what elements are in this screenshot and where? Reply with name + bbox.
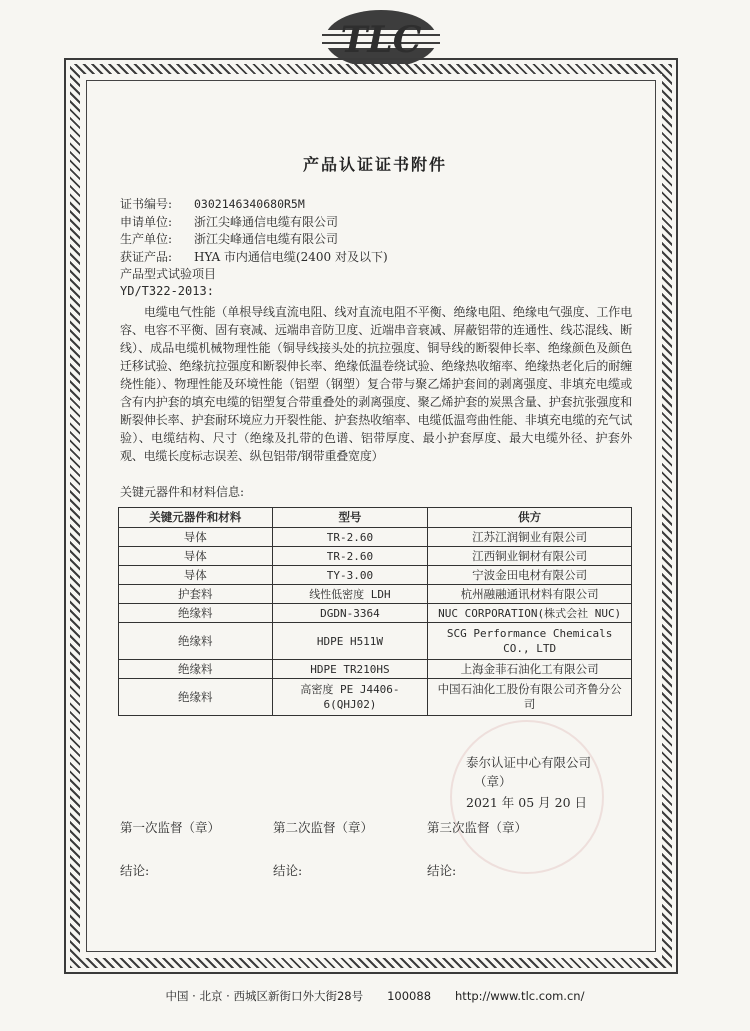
info-row-product (120, 249, 388, 267)
table-row (119, 660, 632, 679)
table-row (119, 623, 632, 660)
info-label: 获证产品: (120, 249, 173, 264)
table-cell: TY-3.00 (272, 566, 428, 585)
table-cell: 杭州融融通讯材料有限公司 (428, 585, 632, 604)
table-row (119, 679, 632, 716)
footer (0, 988, 750, 1004)
info-row-applicant (120, 214, 388, 232)
table-cell: 上海金菲石油化工有限公司 (428, 660, 632, 679)
info-value: 浙江尖峰通信电缆有限公司 (194, 232, 339, 246)
first-supervision-label: 第一次监督（章） (120, 820, 221, 835)
test-items-label: 产品型式试验项目 (120, 267, 217, 281)
table-cell: 江西铜业铜材有限公司 (428, 547, 632, 566)
table-header: 关键元器件和材料 (119, 508, 273, 528)
key-components-label: 关键元器件和材料信息: (120, 485, 245, 499)
table-cell: 绝缘料 (119, 623, 273, 660)
table-cell: 导体 (119, 528, 273, 547)
table-row (119, 547, 632, 566)
info-label: 申请单位: (120, 214, 173, 229)
table-cell: 绝缘料 (119, 679, 273, 716)
second-supervision-label: 第二次监督（章） (273, 820, 374, 835)
table-cell: 宁波金田电材有限公司 (428, 566, 632, 585)
certificate-info (120, 196, 388, 266)
table-cell: 中国石油化工股份有限公司齐鲁分公司 (428, 679, 632, 716)
info-row-manufacturer (120, 231, 388, 249)
table-cell: HDPE H511W (272, 623, 428, 660)
issue-date: 2021 年 05 月 20 日 (466, 795, 587, 810)
tlc-logo-text: TLC (340, 19, 422, 61)
table-cell: 绝缘料 (119, 660, 273, 679)
table-cell: TR-2.60 (272, 528, 428, 547)
table-cell: 高密度 PE J4406-6(QHJ02) (272, 679, 428, 716)
info-label: 证书编号: (120, 197, 173, 211)
table-cell: TR-2.60 (272, 547, 428, 566)
issuer-stamp-note: （章） (474, 774, 512, 789)
issuer-organization: 泰尔认证中心有限公司 (466, 755, 592, 770)
table-cell: 护套料 (119, 585, 273, 604)
info-value: 0302146340680R5M (194, 197, 305, 211)
table-cell: 导体 (119, 547, 273, 566)
table-cell: NUC CORPORATION(株式会社 NUC) (428, 604, 632, 623)
table-row (119, 585, 632, 604)
table-cell: DGDN-3364 (272, 604, 428, 623)
table-header: 供方 (428, 508, 632, 528)
footer-postcode: 100088 (387, 989, 432, 1003)
table-cell: SCG Performance Chemicals CO., LTD (428, 623, 632, 660)
info-label: 生产单位: (120, 232, 173, 246)
table-row (119, 566, 632, 585)
test-items-paragraph: 电缆电气性能（单根导线直流电阻、线对直流电阻不平衡、绝缘电阻、绝缘电气强度、工作电容、电容不平衡、固有衰减、远端串音防卫度、近端串音衰减、屏蔽铝带的连通性、线芯混线、断线）、成品电缆机械物理性能（铜导线接头处的抗拉强度、铜导线的断裂伸长率、绝缘颜色及颜色迁移试验、绝缘抗拉强度和断裂伸长率、绝缘低温卷绕试验、绝缘热收缩率、绝缘热老化后的耐缠绕性能）、物理性能及环境性能（铝塑（钢塑）复合带与聚乙烯护套间的剥离强度、非填充电缆或含有内护套的填充电缆的铝塑复合带重叠处的剥离强度、聚乙烯护套的炭黑含量、护套抗张强度和断裂伸长率、护套耐环境应力开裂性能、护套热收缩率、电缆低温弯曲性能、非填充电缆的充气试验）、电缆结构、尺寸（绝缘及扎带的色谱、铝带厚度、最小护套厚度、最大电缆外径、护套外观、电缆长度标志误差、纵包铝带/钢带重叠宽度） (120, 305, 632, 463)
info-row-certificate-no (120, 196, 388, 214)
components-table (118, 507, 632, 716)
table-row (119, 604, 632, 623)
table-cell: 导体 (119, 566, 273, 585)
info-value: HYA 市内通信电缆(2400 对及以下) (194, 249, 388, 264)
table-header: 型号 (272, 508, 428, 528)
standard-label: YD/T322-2013: (120, 284, 214, 298)
table-header-row (119, 508, 632, 528)
first-conclusion-label: 结论: (120, 863, 150, 878)
table-cell: 绝缘料 (119, 604, 273, 623)
footer-address: 中国 · 北京 · 西城区新街口外大街28号 (165, 989, 364, 1003)
table-cell: 线性低密度 LDH (272, 585, 428, 604)
third-supervision-label: 第三次监督（章） (427, 820, 528, 835)
document-title: 产品认证证书附件 (302, 155, 447, 174)
table-row (119, 528, 632, 547)
table-cell: HDPE TR210HS (272, 660, 428, 679)
third-conclusion-label: 结论: (427, 863, 457, 878)
second-conclusion-label: 结论: (273, 863, 303, 878)
table-cell: 江苏江润铜业有限公司 (428, 528, 632, 547)
footer-url: http://www.tlc.com.cn/ (455, 989, 585, 1003)
info-value: 浙江尖峰通信电缆有限公司 (194, 214, 339, 229)
